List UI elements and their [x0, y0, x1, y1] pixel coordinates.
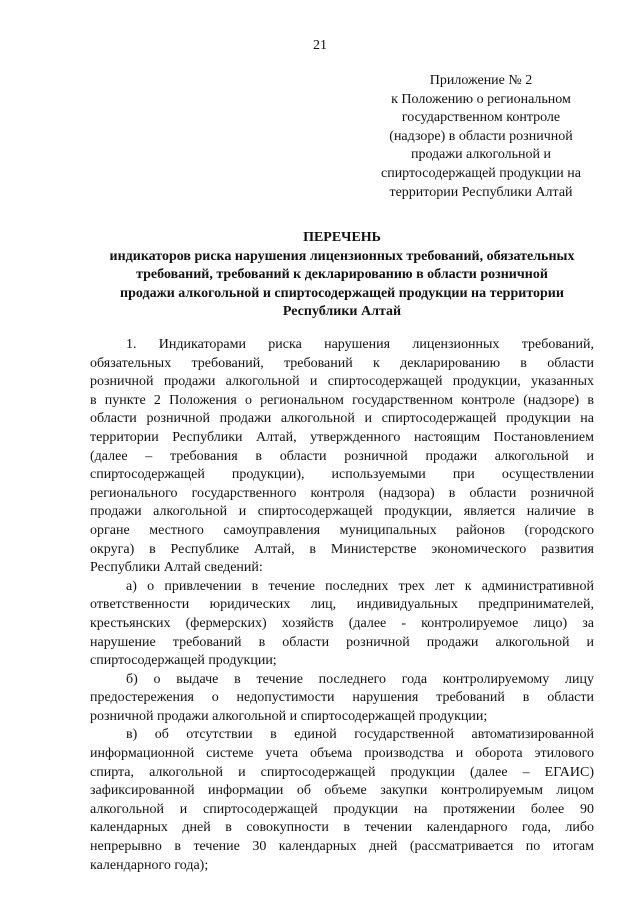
- paragraph-1-line: области розничной продажи алкогольной и спиртосодержащей продукции на: [90, 411, 594, 427]
- title-heading: ПЕРЕЧЕНЬ: [303, 230, 381, 245]
- item-a-line: крестьянских (фермерских) хозяйств (далее - контролируемое лицо) за: [90, 615, 594, 631]
- item-c-line: календарного года);: [90, 857, 209, 873]
- title-line: требований, требований к декларированию в области розничной: [136, 267, 548, 283]
- appendix-line: Приложение № 2: [429, 73, 533, 88]
- appendix-reference: [368, 72, 594, 202]
- paragraph-1-line: продажи алкогольной и спиртосодержащей продукции, является наличие в: [90, 504, 594, 520]
- document-body: [90, 336, 594, 875]
- item-c-line: алкогольной и спиртосодержащей продукции на протяжении более 90: [90, 801, 594, 817]
- paragraph-1-line: Республики Алтай сведений:: [90, 560, 263, 576]
- appendix-line: спиртосодержащей продукции на: [380, 165, 581, 181]
- appendix-line: (надзоре) в области розничной: [389, 128, 573, 144]
- item-b-line: б) о выдаче в течение последнего года контролируемому лицу: [126, 671, 594, 687]
- item-a-line: а) о привлечении в течение последних трех лет к административной: [126, 578, 594, 594]
- title-line: Республики Алтай: [282, 304, 402, 320]
- appendix-line: к Положению о региональном: [391, 91, 571, 107]
- paragraph-1-line: в пункте 2 Положения о региональном государственном контроле (надзоре) в: [90, 392, 594, 408]
- appendix-line: государственном контроле: [401, 110, 561, 126]
- paragraph-1-line: обязательных требований, требований к декларированию в области: [90, 355, 594, 371]
- item-a-line: ответственности юридических лиц, индивидуальных предпринимателей,: [90, 597, 594, 613]
- paragraph-1-line: спиртосодержащей продукции), используемыми при осуществлении: [90, 467, 594, 483]
- item-c-line: зафиксированной информации об объеме закупки контролируемым лицом: [90, 783, 594, 799]
- paragraph-1-line: розничной продажи алкогольной и спиртосодержащей продукции, указанных: [90, 374, 594, 390]
- paragraph-1-line: территории Республики Алтай, утвержденного настоящим Постановлением: [90, 429, 594, 445]
- appendix-line: территории Республики Алтай: [389, 184, 573, 200]
- paragraph-1-line: округа) в Республике Алтай, в Министерстве экономического развития: [90, 541, 594, 557]
- item-c-line: спирта, алкогольной и спиртосодержащей продукции (далее – ЕГАИС): [90, 764, 594, 780]
- paragraph-1-line: регионального государственного контроля (надзора) в области розничной: [90, 485, 594, 501]
- appendix-line: продажи алкогольной и: [410, 147, 552, 163]
- item-a-line: спиртосодержащей продукции;: [90, 653, 277, 669]
- item-b-line: розничной продажи алкогольной и спиртосодержащей продукции;: [90, 708, 488, 724]
- item-a-line: нарушение требований в области розничной продажи алкогольной и: [90, 634, 594, 650]
- title-line: продажи алкогольной и спиртосодержащей продукции на территории: [120, 285, 564, 301]
- page-number: 21: [313, 38, 327, 53]
- paragraph-1-line: органе местного самоуправления муниципальных районов (городского: [90, 522, 594, 538]
- item-c-line: непрерывно в течение 30 календарных дней (рассматривается по итогам: [90, 839, 594, 855]
- paragraph-1-line: (далее – требования в области розничной продажи алкогольной и: [90, 448, 594, 464]
- item-c-line: календарных дней в совокупности в течении календарного года, либо: [90, 820, 594, 836]
- item-c-line: в) об отсутствии в единой государственной автоматизированной: [126, 727, 594, 743]
- item-b-line: предостережения о недопустимости нарушения требований в области: [90, 690, 594, 706]
- document-title: [90, 229, 594, 322]
- item-c-line: информационной системе учета объема производства и оборота этилового: [90, 746, 594, 762]
- paragraph-1-line: 1. Индикаторами риска нарушения лицензионных требований,: [126, 337, 594, 352]
- title-line: индикаторов риска нарушения лицензионных требований, обязательных: [109, 248, 575, 264]
